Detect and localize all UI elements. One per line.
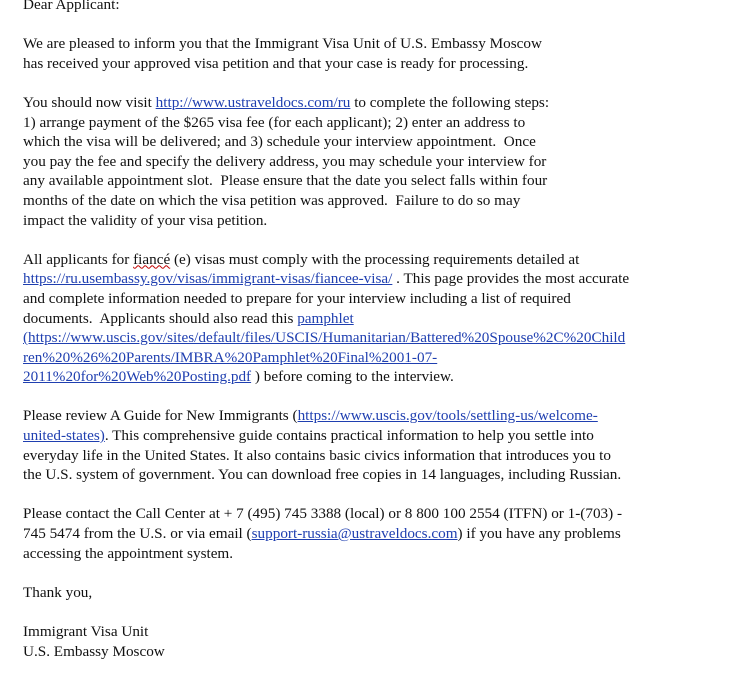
- steps-line-5: any available appointment slot. Please ensure that the date you select falls within four: [23, 172, 548, 190]
- steps-line-4: you pay the fee and specify the delivery address, you may schedule your interview for: [23, 152, 547, 170]
- fiance-line-5: [23, 328, 743, 348]
- intro-line-2: has received your approved visa petition and that your case is ready for processing.: [23, 54, 529, 72]
- fiance-line-4: [23, 309, 743, 329]
- fiance-text: documents. Applicants should also read this: [23, 309, 298, 327]
- contact-text: ) if you have any problems: [457, 525, 621, 543]
- steps-line-3: which the visa will be delivered; and 3) schedule your interview appointment. Once: [23, 133, 536, 151]
- pamphlet-link[interactable]: pamphlet: [297, 309, 354, 327]
- contact-line-3: accessing the appointment system.: [23, 544, 234, 562]
- paragraph-guide: [23, 406, 743, 484]
- support-email-link[interactable]: support-russia@ustraveldocs.com: [251, 525, 458, 543]
- fiancee-visa-link[interactable]: https://ru.usembassy.gov/visas/immigrant-visas/fiancee-visa/: [23, 270, 393, 288]
- fiance-text: . This page provides the most accurate: [392, 270, 630, 288]
- paragraph-contact: [23, 504, 743, 563]
- steps-text: to complete the following steps:: [350, 93, 550, 111]
- pamphlet-url-link[interactable]: (https://www.uscis.gov/sites/default/files/USCIS/Humanitarian/Battered%20Spouse%2C%20Child: [23, 329, 626, 347]
- guide-line-4: the U.S. system of government. You can download free copies in 14 languages, including Russian.: [23, 466, 622, 484]
- fiance-text: (e) visas must comply with the processing requirements detailed at: [170, 250, 580, 268]
- intro-line-1: We are pleased to inform you that the Immigrant Visa Unit of U.S. Embassy Moscow: [23, 35, 542, 53]
- fiance-text: All applicants for: [23, 250, 134, 268]
- signature-line-2: U.S. Embassy Moscow: [23, 642, 165, 660]
- guide-line-2: [23, 426, 743, 446]
- steps-line-6: months of the date on which the visa petition was approved. Failure to do so may: [23, 191, 521, 209]
- ustraveldocs-link[interactable]: http://www.ustraveldocs.com/ru: [155, 93, 351, 111]
- fiance-line-2: [23, 269, 743, 289]
- pamphlet-url-link[interactable]: ren%20%26%20Parents/IMBRA%20Pamphlet%20Final%2001-07-: [23, 348, 438, 366]
- contact-line-2: [23, 524, 743, 544]
- contact-line-1: Please contact the Call Center at + 7 (495) 745 3388 (local) or 8 800 100 2554 (ITFN) or 1-(703) -: [23, 505, 623, 523]
- fiance-line-3: and complete information needed to prepare for your interview including a list of required: [23, 289, 571, 307]
- signature-block: [23, 622, 743, 661]
- pamphlet-url-link[interactable]: 2011%20for%20Web%20Posting.pdf: [23, 368, 252, 386]
- spellcheck-word: fiancé: [133, 250, 171, 268]
- fiance-line-7: [23, 367, 743, 387]
- paragraph-steps: [23, 93, 743, 230]
- greeting: Dear Applicant:: [23, 0, 120, 13]
- contact-text: 745 5474 from the U.S. or via email (: [23, 525, 252, 543]
- paragraph-intro: [23, 34, 743, 73]
- guide-text: . This comprehensive guide contains practical information to help you settle into: [104, 427, 594, 445]
- guide-text: Please review A Guide for New Immigrants (: [23, 407, 298, 425]
- fiance-text: ) before coming to the interview.: [251, 368, 454, 386]
- steps-line-2: 1) arrange payment of the $265 visa fee (for each applicant); 2) enter an address to: [23, 113, 526, 131]
- welcome-guide-link[interactable]: united-states): [23, 427, 105, 445]
- steps-line-7: impact the validity of your visa petition.: [23, 211, 268, 229]
- steps-text: You should now visit: [23, 93, 156, 111]
- guide-line-3: everyday life in the United States. It also contains basic civics information that introduces you to: [23, 446, 611, 464]
- steps-line-1: [23, 93, 743, 113]
- welcome-guide-link[interactable]: https://www.uscis.gov/tools/settling-us/welcome-: [297, 407, 598, 425]
- fiance-line-1: [23, 250, 743, 270]
- guide-line-1: [23, 406, 743, 426]
- closing: Thank you,: [23, 583, 93, 601]
- fiance-line-6: [23, 348, 743, 368]
- signature-line-1: Immigrant Visa Unit: [23, 623, 149, 640]
- paragraph-fiance: [23, 250, 743, 387]
